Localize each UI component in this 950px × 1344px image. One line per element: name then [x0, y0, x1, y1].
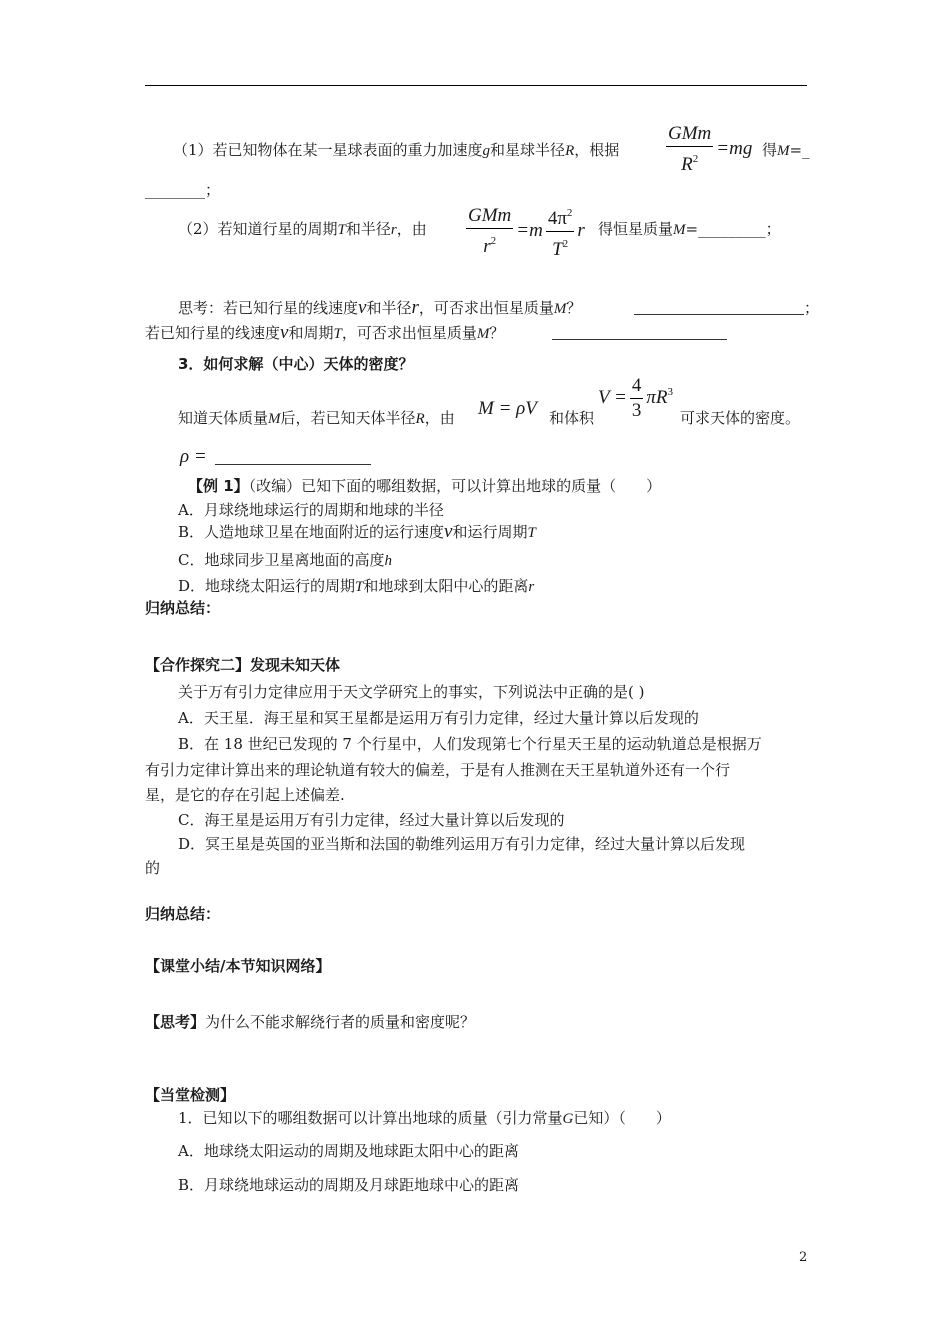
f1-denominator: R	[681, 154, 693, 175]
check-1-option-a[interactable]: A．地球绕太阳运动的周期及地球距太阳中心的距离	[178, 1142, 519, 1160]
think-line-1	[178, 298, 581, 319]
header-rule	[145, 85, 807, 86]
ex1-b-text-a: B．人造地球卫星在地面附近的运行速度	[178, 523, 445, 541]
think1-semicolon: ；	[804, 299, 820, 317]
think-question	[145, 1012, 475, 1032]
ex1-d-r: r	[528, 579, 535, 595]
q2-text-e: =_________；	[685, 220, 781, 238]
f2-num2: 4π	[547, 208, 567, 229]
ex1-c-text: C．地球同步卫星离地面的高度	[178, 551, 385, 569]
think2-T: T	[333, 326, 342, 342]
f2-num2-exp: 2	[566, 207, 573, 219]
formula-kepler	[463, 201, 585, 262]
f2-numerator: GMm	[466, 204, 513, 229]
coop-2-question: 关于万有引力定律应用于天文学研究上的事实，下列说法中正确的是( )	[178, 683, 645, 701]
rho-answer-blank[interactable]	[215, 464, 371, 465]
coop-2-option-b-line-1[interactable]: B．在 18 世纪已发现的 7 个行星中，人们发现第七个行星天王星的运动轨道总是根据万	[178, 735, 762, 753]
coop-2-option-b-line-3: 星，是它的存在引起上述偏差.	[145, 786, 345, 804]
f1-den-exp: 2	[692, 153, 699, 165]
in-class-check-heading: 【当堂检测】	[145, 1086, 236, 1104]
chk1-G: G	[562, 1111, 574, 1127]
coop-2-option-d-line-2: 的	[145, 859, 161, 877]
f2-den2-exp: 2	[562, 238, 569, 250]
think2-text-c: ，可否求出恒星质量	[341, 324, 477, 342]
q2-T: T	[337, 222, 346, 238]
think1-text-a: 思考：若已知行星的线速度	[178, 299, 359, 317]
q1-line	[173, 136, 619, 165]
f4-denominator: 3	[631, 400, 642, 421]
think1-text-c: ，可否求出恒星质量	[418, 299, 554, 317]
q1-line-end	[762, 136, 810, 165]
think2-M: M	[476, 326, 490, 342]
q2-text-b: 和半径	[345, 220, 391, 238]
q2-text-a: （2）若知道行星的周期	[178, 220, 338, 238]
example-1-text: （改编）已知下面的哪组数据，可以计算出地球的质量（ ）	[248, 477, 662, 495]
check-question-1	[178, 1108, 671, 1129]
f1-rhs: =mg	[716, 137, 753, 159]
q1-text-d: 得	[762, 141, 778, 159]
f4-lhs: V =	[598, 386, 627, 408]
ex1-c-h: h	[384, 553, 392, 569]
think2-v: v	[280, 322, 289, 343]
example-1-option-a[interactable]: A．月球绕地球运行的周期和地球的半径	[178, 501, 444, 519]
ex1-d-T: T	[355, 579, 364, 595]
f2-den-exp: 2	[490, 235, 497, 247]
f2-den2: T	[552, 239, 563, 260]
chk1-text-b: 已知）（ ）	[573, 1109, 671, 1127]
dens-text-a: 知道天体质量	[178, 409, 269, 427]
coop-2-option-a[interactable]: A．天王星．海王星和冥王星都是运用万有引力定律，经过大量计算以后发现的	[178, 709, 699, 727]
q1-M: M	[777, 143, 790, 159]
section-3-heading: 3．如何求解（中心）天体的密度？	[178, 355, 414, 373]
think2-text-a: 若已知行星的线速度	[145, 324, 281, 342]
coop-2-option-d-line-1[interactable]: D．冥王星是英国的亚当斯和法国的勒维列运用万有引力定律，经过大量计算以后发现	[178, 835, 746, 853]
q1-blank: ________；	[145, 181, 221, 199]
example-1-question	[188, 476, 661, 496]
density-text-e: 可求天体的密度。	[680, 409, 801, 427]
q1-text-e: =_	[789, 141, 810, 159]
page-number: 2	[799, 1250, 808, 1265]
rho-label: ρ =	[180, 446, 207, 467]
think1-r: r	[411, 297, 419, 318]
f4-rhs: πR	[646, 386, 668, 408]
think1-text-b: 和半径	[366, 299, 412, 317]
formula-sphere-volume	[598, 374, 673, 423]
think1-text-d: ？	[566, 299, 582, 317]
example-1-option-c[interactable]	[178, 550, 392, 571]
ex1-d-text-a: D．地球绕太阳运行的周期	[178, 577, 356, 595]
q2-text-d: 得恒星质量	[598, 220, 674, 238]
summary-1-label: 归纳总结：	[145, 599, 221, 617]
coop-2-option-c[interactable]: C．海王星是运用万有引力定律，经过大量计算以后发现的	[178, 811, 565, 829]
summary-2-label: 归纳总结：	[145, 905, 221, 923]
q2-line-end	[598, 215, 781, 244]
think-question-text: 为什么不能求解绕行者的质量和密度呢？	[205, 1013, 476, 1031]
formula-gravity-surface	[663, 122, 752, 177]
f4-exp: 3	[667, 385, 673, 398]
dens-text-b: 后，若已知天体半径	[280, 409, 416, 427]
density-text-d: 和体积	[549, 409, 595, 427]
ex1-d-text-b: 和地球到太阳中心的距离	[363, 577, 529, 595]
dens-R: R	[415, 411, 425, 427]
f2-eq: =m	[516, 219, 543, 241]
q2-M: M	[673, 222, 686, 238]
ex1-b-T: T	[527, 525, 536, 541]
q1-R: R	[565, 143, 575, 159]
q2-text-c: ，由	[396, 220, 427, 238]
q2-line	[178, 215, 427, 244]
think2-answer-blank[interactable]	[552, 339, 727, 340]
f2-r: r	[577, 219, 585, 241]
q1-text-a: （1）若已知物体在某一星球表面的重力加速度	[173, 141, 483, 159]
think2-text-d: ？	[489, 324, 505, 342]
think1-v: v	[358, 297, 367, 318]
f1-numerator: GMm	[666, 122, 713, 147]
dens-M: M	[268, 411, 281, 427]
think2-text-b: 和周期	[288, 324, 334, 342]
chk1-text-a: 1．已知以下的哪组数据可以计算出地球的质量（引力常量	[178, 1109, 563, 1127]
coop-2-option-b-line-2: 有引力定律计算出来的理论轨道有较大的偏差，于是有人推测在天王星轨道外还有一个行	[145, 761, 731, 779]
q1-text-c: ，根据	[574, 141, 620, 159]
check-1-option-b[interactable]: B．月球绕地球运动的周期及月球距地球中心的距离	[178, 1176, 520, 1194]
coop-2-heading: 【合作探究二】发现未知天体	[145, 656, 341, 674]
class-summary-heading: 【课堂小结/本节知识网络】	[145, 957, 331, 975]
f2-denominator: r	[483, 236, 491, 257]
q2-r: r	[390, 222, 397, 238]
q1-text-b: 和星球半径	[490, 141, 566, 159]
think1-answer-blank[interactable]	[634, 314, 804, 315]
think1-M: M	[553, 301, 567, 317]
q1-g: g	[482, 143, 491, 159]
ex1-b-v: v	[444, 521, 453, 542]
formula-mass-density: M = ρV	[478, 398, 537, 419]
f4-numerator: 4	[630, 374, 644, 399]
density-line	[178, 408, 455, 429]
think-line-2	[145, 323, 504, 344]
think-tag: 【思考】	[145, 1013, 206, 1031]
example-1-option-d[interactable]	[178, 576, 534, 597]
ex1-b-text-b: 和运行周期	[452, 523, 528, 541]
example-1-tag: 【例 1】	[188, 477, 249, 495]
dens-text-c: ，由	[424, 409, 455, 427]
example-1-option-b[interactable]	[178, 522, 536, 543]
